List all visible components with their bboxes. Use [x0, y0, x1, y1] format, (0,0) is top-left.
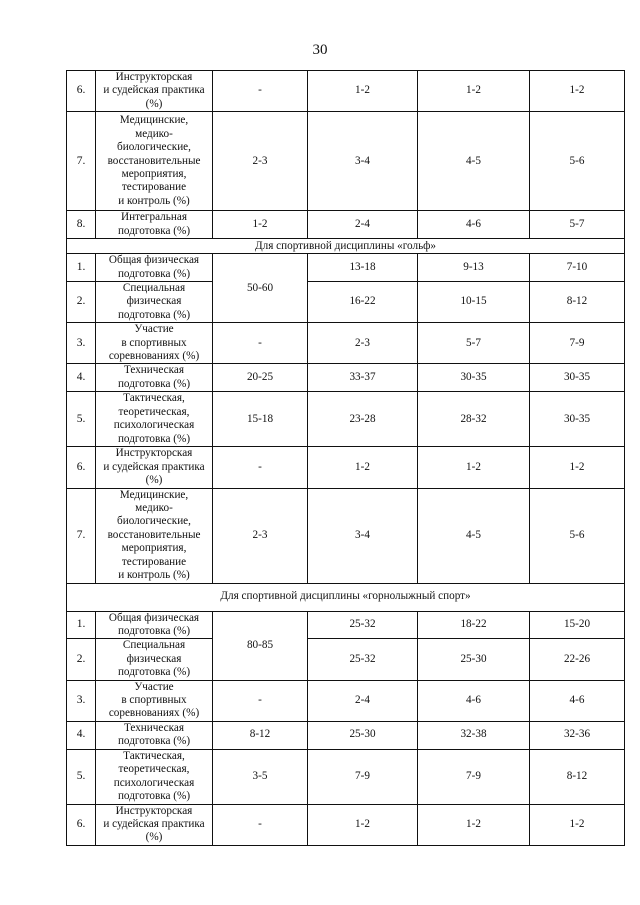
section-row — [67, 583, 625, 611]
row-number: 6. — [67, 447, 96, 488]
stage-value: 1-2 — [530, 447, 625, 488]
indicator-name: Медицинские, медико- биологические, восстановительные мероприятия, тестирование и контроль (%) — [96, 112, 213, 211]
stage-value: 5-6 — [530, 112, 625, 211]
indicator-name: Техническая подготовка (%) — [96, 721, 213, 749]
table-row — [67, 282, 625, 323]
indicator-name: Интегральная подготовка (%) — [96, 211, 213, 239]
stage-value: 4-6 — [418, 211, 530, 239]
row-number: 3. — [67, 680, 96, 721]
stage-value: 20-25 — [213, 364, 308, 392]
stage-value: 18-22 — [418, 611, 530, 639]
stage-value: 4-5 — [418, 488, 530, 583]
stage-value: 7-9 — [308, 749, 418, 804]
stage-value: 8-12 — [530, 749, 625, 804]
table-row — [67, 71, 625, 112]
row-number: 4. — [67, 721, 96, 749]
stage-value: 9-13 — [418, 254, 530, 282]
stage-value: 1-2 — [418, 804, 530, 845]
stage-value-merged: 80-85 — [213, 611, 308, 680]
stage-value: 4-5 — [418, 112, 530, 211]
indicator-name: Тактическая, теоретическая, психологическая подготовка (%) — [96, 749, 213, 804]
indicator-name: Медицинские, медико- биологические, восстановительные мероприятия, тестирование и контроль (%) — [96, 488, 213, 583]
row-number: 7. — [67, 112, 96, 211]
table-row — [67, 447, 625, 488]
stage-value-merged: 50-60 — [213, 254, 308, 323]
stage-value: 25-30 — [418, 639, 530, 680]
stage-value: 2-3 — [308, 323, 418, 364]
stage-value: 30-35 — [530, 392, 625, 447]
stage-value: - — [213, 447, 308, 488]
stage-value: 2-3 — [213, 488, 308, 583]
table-row — [67, 211, 625, 239]
indicator-name: Участие в спортивных соревнованиях (%) — [96, 680, 213, 721]
stage-value: 7-9 — [530, 323, 625, 364]
stage-value: 1-2 — [308, 71, 418, 112]
stage-value: 28-32 — [418, 392, 530, 447]
stage-value: 3-4 — [308, 112, 418, 211]
stage-value: - — [213, 680, 308, 721]
section-row — [67, 239, 625, 254]
stage-value: 5-7 — [418, 323, 530, 364]
stage-value: 10-15 — [418, 282, 530, 323]
table-row — [67, 392, 625, 447]
stage-value: - — [213, 323, 308, 364]
stage-value: 1-2 — [418, 447, 530, 488]
table-row — [67, 721, 625, 749]
page-number: 30 — [312, 42, 328, 58]
indicator-name: Техническая подготовка (%) — [96, 364, 213, 392]
stage-value: 30-35 — [530, 364, 625, 392]
stage-value: 5-6 — [530, 488, 625, 583]
indicator-name: Инструкторская и судейская практика (%) — [96, 71, 213, 112]
indicator-name: Специальная физическая подготовка (%) — [96, 639, 213, 680]
table-row — [67, 680, 625, 721]
table-body — [67, 71, 625, 846]
stage-value: 13-18 — [308, 254, 418, 282]
stage-value: 8-12 — [530, 282, 625, 323]
indicator-name: Общая физическая подготовка (%) — [96, 611, 213, 639]
row-number: 2. — [67, 282, 96, 323]
stage-value: 1-2 — [308, 804, 418, 845]
indicator-name: Участие в спортивных соревнованиях (%) — [96, 323, 213, 364]
row-number: 5. — [67, 392, 96, 447]
table-row — [67, 749, 625, 804]
row-number: 1. — [67, 611, 96, 639]
stage-value: 1-2 — [530, 71, 625, 112]
stage-value: 2-4 — [308, 211, 418, 239]
training-norms-table — [66, 70, 625, 846]
row-number: 2. — [67, 639, 96, 680]
table-row — [67, 112, 625, 211]
stage-value: 32-38 — [418, 721, 530, 749]
table-row — [67, 639, 625, 680]
stage-value: 25-32 — [308, 639, 418, 680]
stage-value: 1-2 — [308, 447, 418, 488]
stage-value: 1-2 — [213, 211, 308, 239]
stage-value: 4-6 — [418, 680, 530, 721]
stage-value: 1-2 — [418, 71, 530, 112]
stage-value: 16-22 — [308, 282, 418, 323]
row-number: 8. — [67, 211, 96, 239]
indicator-name: Специальная физическая подготовка (%) — [96, 282, 213, 323]
stage-value: - — [213, 71, 308, 112]
table-row — [67, 254, 625, 282]
stage-value: 25-30 — [308, 721, 418, 749]
stage-value: 5-7 — [530, 211, 625, 239]
row-number: 6. — [67, 71, 96, 112]
row-number: 4. — [67, 364, 96, 392]
stage-value: 25-32 — [308, 611, 418, 639]
stage-value: 3-5 — [213, 749, 308, 804]
stage-value: 3-4 — [308, 488, 418, 583]
row-number: 1. — [67, 254, 96, 282]
stage-value: 23-28 — [308, 392, 418, 447]
stage-value: 7-9 — [418, 749, 530, 804]
stage-value: 2-4 — [308, 680, 418, 721]
row-number: 3. — [67, 323, 96, 364]
stage-value: 33-37 — [308, 364, 418, 392]
stage-value: - — [213, 804, 308, 845]
row-number: 6. — [67, 804, 96, 845]
stage-value: 1-2 — [530, 804, 625, 845]
section-title: Для спортивной дисциплины «гольф» — [67, 239, 625, 254]
stage-value: 7-10 — [530, 254, 625, 282]
stage-value: 30-35 — [418, 364, 530, 392]
table-row — [67, 488, 625, 583]
row-number: 7. — [67, 488, 96, 583]
stage-value: 22-26 — [530, 639, 625, 680]
section-title: Для спортивной дисциплины «горнолыжный спорт» — [67, 583, 625, 611]
table-row — [67, 323, 625, 364]
stage-value: 8-12 — [213, 721, 308, 749]
indicator-name: Инструкторская и судейская практика (%) — [96, 804, 213, 845]
stage-value: 2-3 — [213, 112, 308, 211]
indicator-name: Тактическая, теоретическая, психологическая подготовка (%) — [96, 392, 213, 447]
stage-value: 32-36 — [530, 721, 625, 749]
stage-value: 15-20 — [530, 611, 625, 639]
table-row — [67, 611, 625, 639]
stage-value: 15-18 — [213, 392, 308, 447]
table-row — [67, 364, 625, 392]
row-number: 5. — [67, 749, 96, 804]
indicator-name: Общая физическая подготовка (%) — [96, 254, 213, 282]
table-row — [67, 804, 625, 845]
indicator-name: Инструкторская и судейская практика (%) — [96, 447, 213, 488]
stage-value: 4-6 — [530, 680, 625, 721]
